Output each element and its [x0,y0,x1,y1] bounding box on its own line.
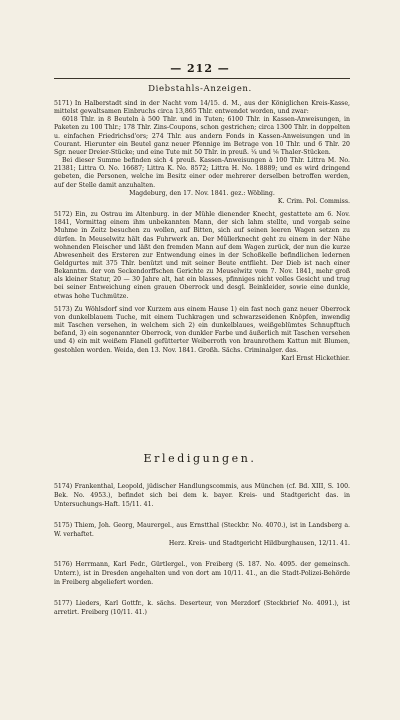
resolution-text: 5174) Frankenthal, Leopold, jüdischer Handlungscommis, aus München (cf. Bd. XIII, S. 100. Bek. No. 4953.), befindet sich bei dem k. bayer. Kreis- und Stadtgericht das. in Untersuchungs-Haft. 15/11. 41. [54,483,350,508]
notice-paragraph: 6018 Thlr. in 8 Beuteln à 500 Thlr. und in Tuten; 6100 Thlr. in Kassen-Anweisungen, in Paketen zu 100 Thlr.; 178 Thlr. Zins-Coupons, schon gestrichen; circa 1300 Thlr. in doppelten u. einfachen Friedrichsd'ors; 274 Thlr. aus andern Fonds in Kassen-Anweisungen und in Courant. Hierunter ein Beutel ganz neuer Pfennige im Betrage von 10 Thlr. und 6 Thlr. 20 Sgr. neuer Dreier-Stücke; und eine Tute mit 50 Thlr. in preuß. ¼ und ⅙ Thaler-Stücken. [54,116,350,156]
resolution-5175 [54,521,350,548]
section-title-theft: Diebstahls-Anzeigen. [148,84,252,94]
notice-signature: Karl Ernst Hickethier. [281,354,350,362]
header-rule [54,78,350,79]
resolution-text: 5176) Herrmann, Karl Fedr., Gürtlergel., von Freiberg (S. 187. No. 4095. der gemeinsch. Unterr.), ist in Dresden angehalten und von dort am 10/11. 41., an die Stadt-Polizei-Behörde in Freiberg abgeliefert worden. [54,561,350,586]
notice-5171 [54,100,350,206]
notice-5172 [54,211,350,301]
theft-notices [54,100,350,368]
resolution-text: 5177) Lieders, Karl Gottfr., k. sächs. Deserteur, von Merzdorf (Steckbrief No. 4091.), ist arretirt. Freiberg (10/11. 41.) [54,600,350,616]
page-number: — 212 — [170,62,230,75]
notice-signature: K. Crim. Pol. Commiss. [277,197,350,205]
resolution-5177 [54,599,350,617]
section-title-resolutions: Erledigungen. [143,452,257,465]
resolution-5176 [54,560,350,587]
notice-paragraph: Bei dieser Summe befinden sich 4 preuß. Kassen-Anweisungen à 100 Thlr. Littra M. No. 21381; Littra O. No. 16687; Littra K. No. 8572; Littra H. No. 18889; und es wird dringend gebeten, die Personen, welche im Besitz einer oder mehrerer derselben betroffen werden, auf der Stelle damit anzuhalten. [54,157,350,189]
resolution-text: 5175) Thiem, Joh. Georg, Maurergel., aus Ernstthal (Steckbr. No. 4070.), ist in Landsberg a. W. verhaftet. [54,522,350,538]
notice-paragraph: 5173) Zu Wöhlsdorf sind vor Kurzem aus einem Hause 1) ein fast noch ganz neuer Oberrock von dunkelblauem Tuche, mit einem Tuchkragen und schwarzseidenen Knöpfen, inwendig mit Taschen versehen, in welchem sich 2) ein dunkelblaues, weißgeblümtes Schnupftuch befand, 3) ein sogenannter Oberrock, von dunkler Farbe und äußerlich mit Taschen versehen und 4) ein mit weißem Flanell gefütterter Weiberroth von braunrothem Kattun mit Blumen, gestohlen worden. Weida, den 13. Nov. 1841. Großh. Sächs. Criminalger. das. [54,305,350,354]
resolution-authority: Herz. Kreis- und Stadtgericht Hildburghausen, 12/11. 41. [168,540,350,547]
resolutions-list [54,482,350,629]
notice-paragraph: 5172) Ein, zu Ostrau im Altenburg. in der Mühle dienender Knecht, gestattete am 6. Nov. 1841, Vormittag einem ihm unbekannten Mann, der sich lahm stellte, und vorgab seine Muhme in Zeitz besuchen zu wollen, auf Bitten, sich auf seinen leeren Wagen setzen zu dürfen. In Meuselwitz hält das Fuhrwerk an. Der Müllerknecht geht zu einem in der Nähe wohnenden Fleischer und läßt den fremden Mann auf dem Wagen zurück, der nun die kurze Abwesenheit des Ersteren zur Entwendung eines in der Schoßkelle befindlichen ledernen Geldgurtes mit 375 Thlr. benützt und mit seiner Beute entflieht. Der Dieb ist nach einer Bekanntm. der von Seckendorffschen Gerichte zu Meuselwitz vom 7. Nov. 1841, mehr groß als kleiner Statur, 20 — 30 Jahre alt, hat ein blasses, pfinniges nicht volles Gesicht und trug bei seiner Entweichung einen grauen Oberrock und desgl. Beinkleider, sowie eine dunkle, etwas hohe Tuchmütze. [54,211,350,300]
notice-5173 [54,306,350,363]
resolution-5174 [54,482,350,509]
notice-signature: Magdeburg, den 17. Nov. 1841. gez.: Wöbling. [129,189,275,197]
notice-paragraph: 5171) In Halberstadt sind in der Nacht vom 14/15. d. M., aus der Königlichen Kreis-Kasse, mittelst gewaltsamen Einbruchs circa 13,865 Thlr. entwendet worden, und zwar: [54,100,350,116]
